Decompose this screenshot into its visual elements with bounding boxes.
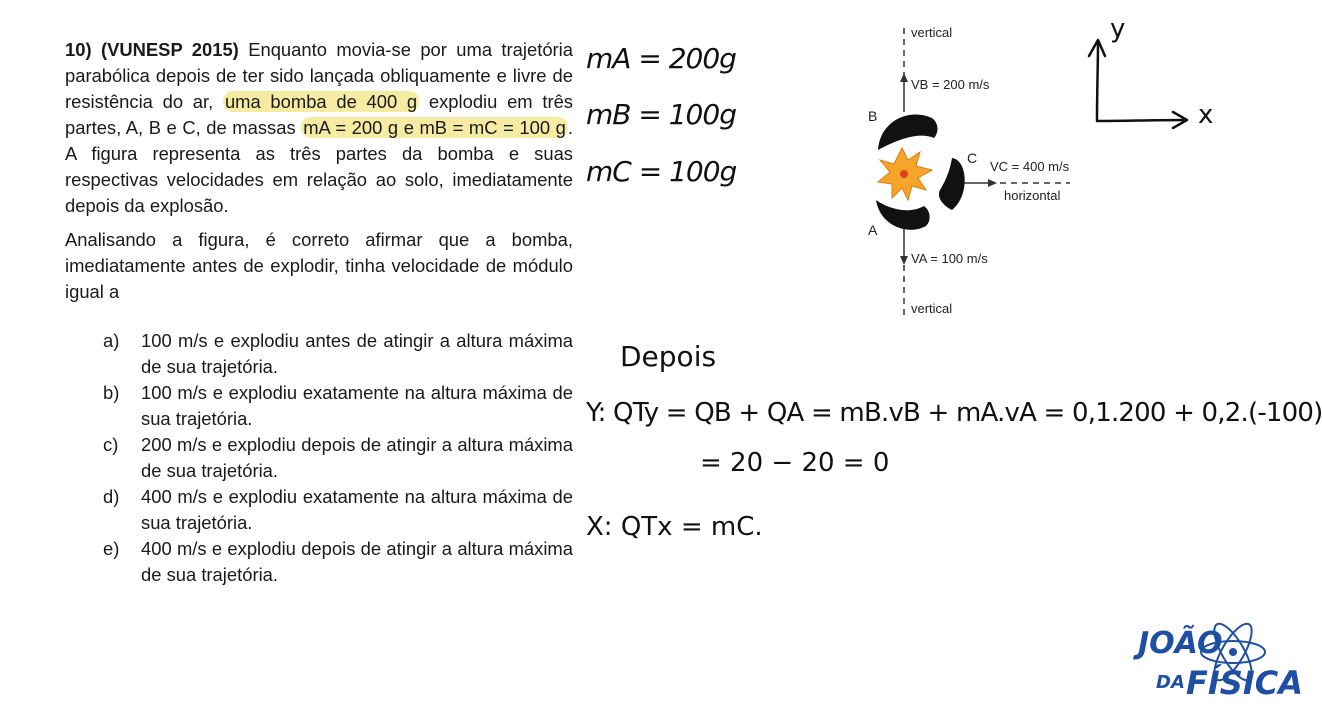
handwritten-depois: Depois <box>620 340 717 373</box>
fragment-c <box>939 158 965 210</box>
problem-text: . A figura representa as três partes da bomba e suas respectivas velocidades em relação ao solo, imediatamente depois da explosão. <box>65 117 573 216</box>
label-vc: VC = 400 m/s <box>990 159 1070 174</box>
handwritten-mass-a: mA = 200g <box>586 42 736 75</box>
handwritten-mass-c: mC = 100g <box>586 155 737 188</box>
label-horizontal: horizontal <box>1004 188 1061 203</box>
logo-text-joao: JOÃO <box>1138 626 1223 661</box>
label-va: VA = 100 m/s <box>911 251 988 266</box>
option-a[interactable] <box>103 328 573 380</box>
highlight-bomb-mass: uma bomba de 400 g <box>224 91 418 112</box>
highlight-part-masses: mA = 200 g e mB = mC = 100 g <box>303 117 566 138</box>
label-fragment-a: A <box>868 222 878 238</box>
option-letter: a) <box>103 330 120 351</box>
option-c[interactable] <box>103 432 573 484</box>
logo-text-da: DA <box>1156 672 1185 693</box>
option-text: 100 m/s e explodiu exatamente na altura máxima de sua trajetória. <box>141 382 573 429</box>
option-b[interactable] <box>103 380 573 432</box>
option-text: 400 m/s e explodiu exatamente na altura máxima de sua trajetória. <box>141 486 573 533</box>
explosion-core <box>900 170 908 178</box>
option-text: 200 m/s e explodiu depois de atingir a altura máxima de sua trajetória. <box>141 434 573 481</box>
handwritten-equation-y: Y: QTy = QB + QA = mB.vB + mA.vA = 0,1.200 + 0,2.(-100) <box>586 398 1322 428</box>
option-letter: c) <box>103 434 119 455</box>
label-fragment-c: C <box>967 150 978 166</box>
label-vertical-top: vertical <box>911 25 953 40</box>
fragment-a <box>876 200 930 230</box>
velocity-a-arrowhead <box>900 256 908 265</box>
option-letter: d) <box>103 486 120 507</box>
problem-paragraph-1 <box>65 37 573 219</box>
option-letter: e) <box>103 538 120 559</box>
problem-number: 10) (VUNESP 2015) <box>65 39 239 60</box>
label-vb: VB = 200 m/s <box>911 77 990 92</box>
handwritten-equation-y-result: = 20 − 20 = 0 <box>700 448 890 478</box>
label-fragment-b: B <box>868 108 878 124</box>
velocity-b-arrowhead <box>900 73 908 82</box>
option-d[interactable] <box>103 484 573 536</box>
option-text: 100 m/s e explodiu antes de atingir a altura máxima de sua trajetória. <box>141 330 573 377</box>
option-e[interactable] <box>103 536 573 588</box>
handwritten-equation-x: X: QTx = mC. <box>586 512 763 542</box>
fragment-b <box>878 115 938 150</box>
option-text: 400 m/s e explodiu depois de atingir a altura máxima de sua trajetória. <box>141 538 573 585</box>
brand-logo <box>1138 624 1303 710</box>
axis-x-label: x <box>1198 100 1214 130</box>
option-letter: b) <box>103 382 120 403</box>
axis-y-label: y <box>1110 14 1126 44</box>
velocity-c-arrowhead <box>988 179 997 187</box>
answer-options <box>103 328 573 588</box>
problem-text: explodiu em três partes, A, B e C, de massas <box>65 91 573 138</box>
problem-paragraph-2: Analisando a figura, é correto afirmar que a bomba, imediatamente antes de explodir, tinha velocidade de módulo igual a <box>65 229 573 302</box>
handwritten-mass-b: mB = 100g <box>586 98 736 131</box>
logo-text-fisica: FÍSICA <box>1186 664 1303 702</box>
label-vertical-bottom: vertical <box>911 301 953 316</box>
problem-statement <box>65 37 573 305</box>
problem-text: Enquanto movia-se por uma trajetória parabólica depois de ter sido lançada obliquamente e livre de resistência do ar, <box>65 39 573 112</box>
